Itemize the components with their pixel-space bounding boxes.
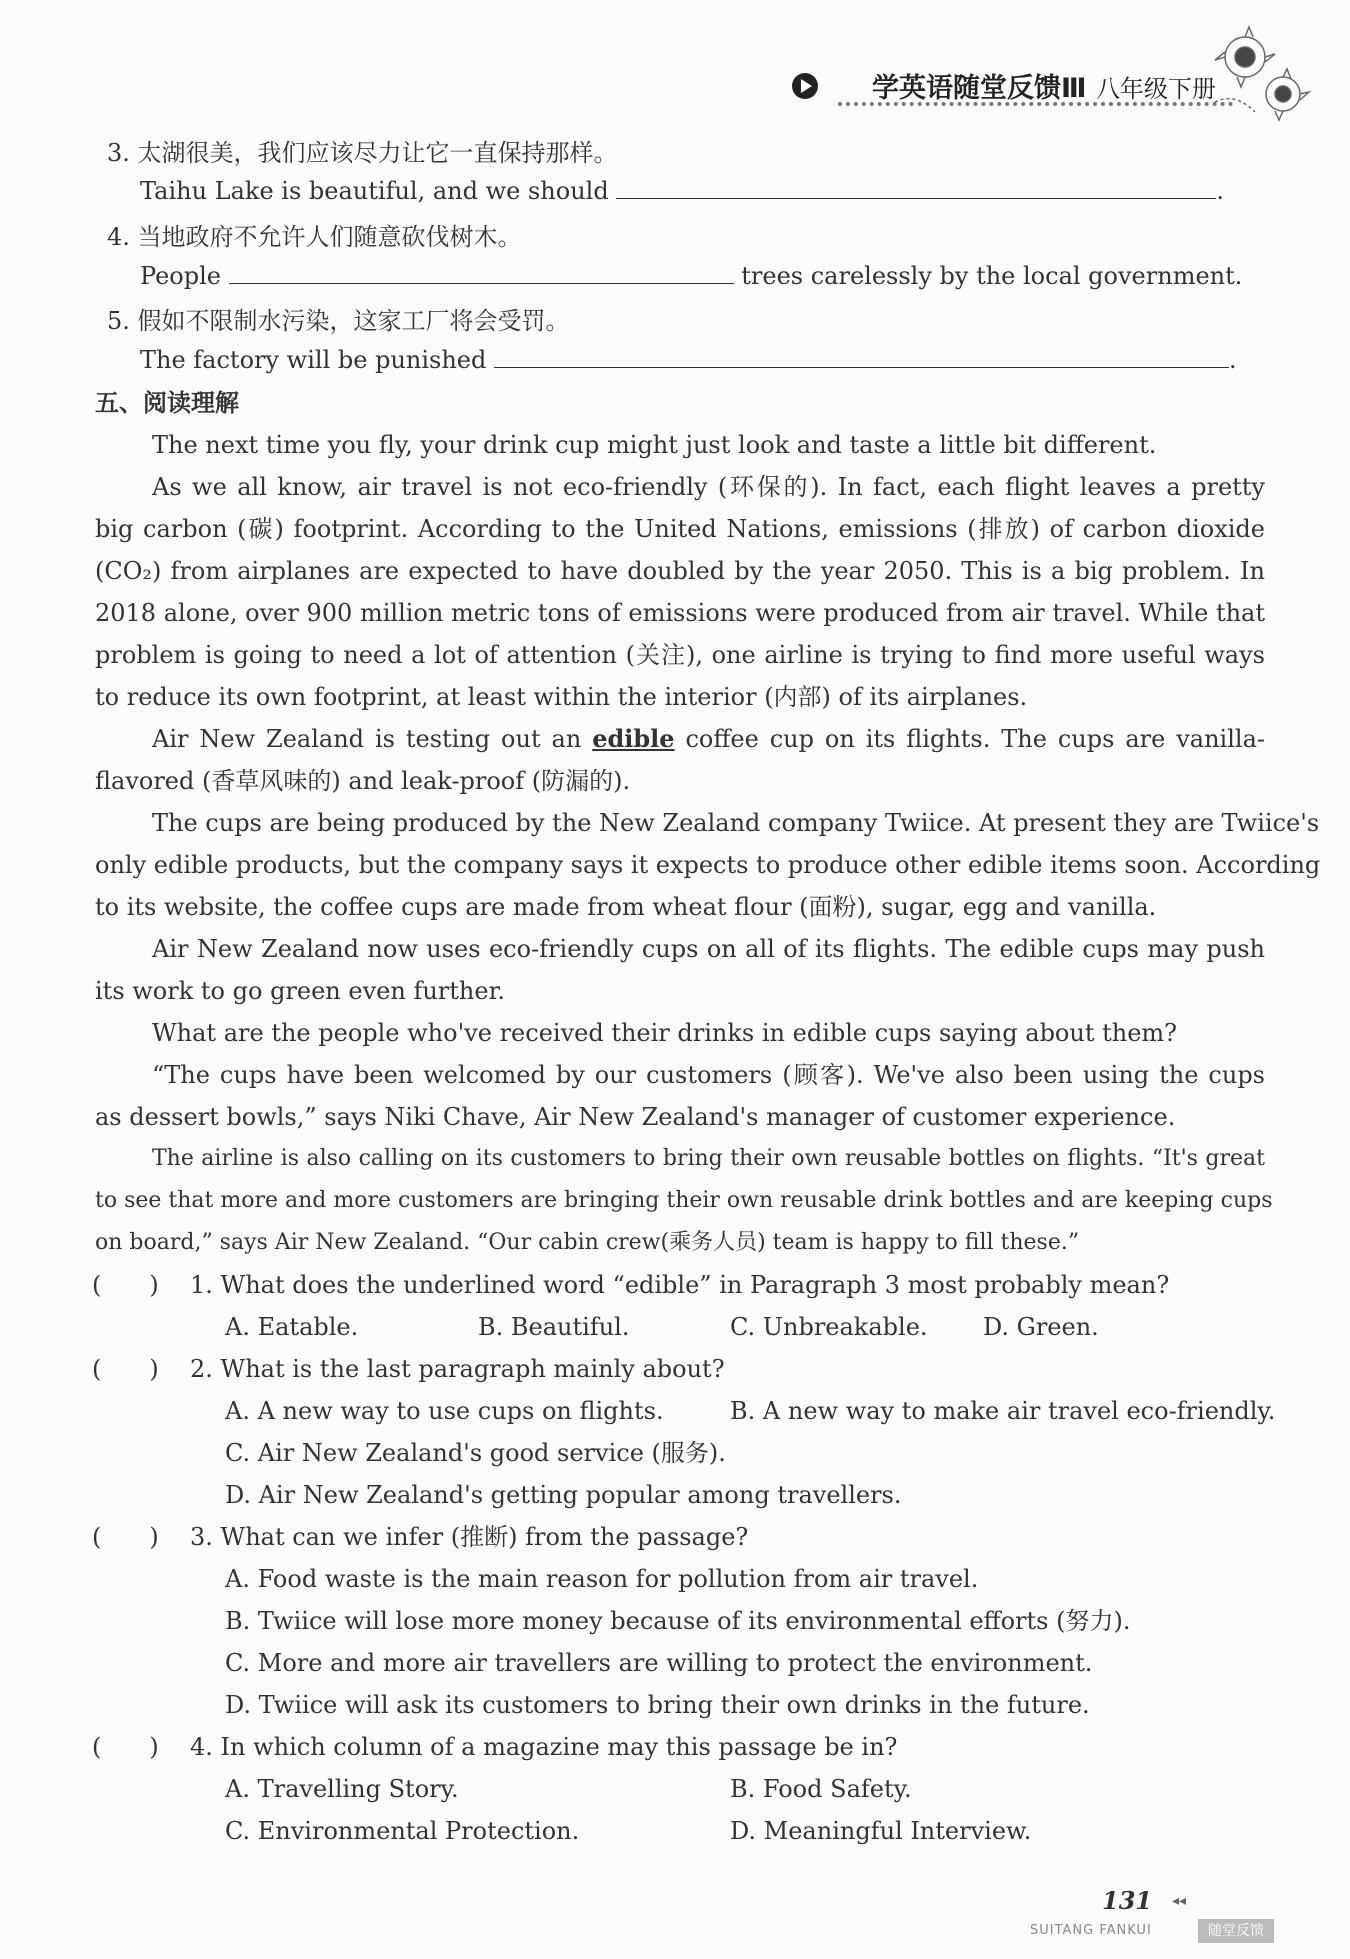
option[interactable]: A. A new way to use cups on flights. bbox=[225, 1397, 664, 1425]
passage-line: As we all know, air travel is not eco-friendly (环保的). In fact, each flight leaves a pretty bbox=[152, 473, 1265, 501]
passage-line: The next time you fly, your drink cup might just look and taste a little bit different. bbox=[152, 431, 1157, 459]
passage-line: to reduce its own footprint, at least within the interior (内部) of its airplanes. bbox=[95, 683, 1028, 711]
answer-paren[interactable]: ( ) bbox=[92, 1355, 159, 1383]
translation-4-english: People trees carelessly by the local government. bbox=[140, 262, 1243, 290]
answer-paren[interactable]: ( ) bbox=[92, 1271, 159, 1299]
option[interactable]: A. Eatable. bbox=[225, 1313, 359, 1341]
passage-line: its work to go green even further. bbox=[95, 977, 506, 1005]
question-stem: 2. What is the last paragraph mainly about? bbox=[190, 1355, 725, 1383]
option[interactable]: B. A new way to make air travel eco-friendly. bbox=[730, 1397, 1276, 1425]
sunflower-icon bbox=[1205, 22, 1315, 132]
passage-line: as dessert bowls,” says Niki Chave, Air New Zealand's manager of customer experience. bbox=[95, 1103, 1176, 1131]
option[interactable]: D. Air New Zealand's getting popular among travellers. bbox=[225, 1481, 902, 1509]
option[interactable]: B. Twiice will lose more money because of its environmental efforts (努力). bbox=[225, 1607, 1131, 1635]
passage-line: “The cups have been welcomed by our customers (顾客). We've also been using the cups bbox=[152, 1061, 1265, 1089]
answer-paren[interactable]: ( ) bbox=[92, 1523, 159, 1551]
passage-line: only edible products, but the company says it expects to produce other edible items soon. According bbox=[95, 851, 1321, 879]
translation-3-chinese: 3. 太湖很美，我们应该尽力让它一直保持那样。 bbox=[107, 139, 618, 167]
translation-5-english: The factory will be punished . bbox=[140, 346, 1237, 374]
option[interactable]: A. Food waste is the main reason for pollution from air travel. bbox=[225, 1565, 979, 1593]
arrow-left-icon: ◂◂ bbox=[1172, 1893, 1187, 1909]
passage-line: to see that more and more customers are bringing their own reusable drink bottles and are keeping cups bbox=[95, 1188, 1273, 1213]
passage-line: The cups are being produced by the New Zealand company Twiice. At present they are Twiice's bbox=[152, 809, 1320, 837]
passage-line: flavored (香草风味的) and leak-proof (防漏的). bbox=[95, 767, 631, 795]
footer-brand: SUITANG FANKUI bbox=[1030, 1923, 1152, 1938]
passage-line: 2018 alone, over 900 million metric tons of emissions were produced from air travel. While that bbox=[95, 599, 1265, 627]
option[interactable]: D. Twiice will ask its customers to bring their own drinks in the future. bbox=[225, 1691, 1090, 1719]
option[interactable]: D. Green. bbox=[983, 1313, 1099, 1341]
passage-line: Air New Zealand now uses eco-friendly cups on all of its flights. The edible cups may push bbox=[152, 935, 1265, 963]
option[interactable]: C. Air New Zealand's good service (服务). bbox=[225, 1439, 726, 1467]
header-title: 学英语随堂反馈Ⅲ 八年级下册 bbox=[872, 73, 1216, 104]
passage-line: What are the people who've received their drinks in edible cups saying about them? bbox=[152, 1019, 1178, 1047]
translation-5-chinese: 5. 假如不限制水污染，这家工厂将会受罚。 bbox=[107, 307, 570, 335]
passage-line: problem is going to need a lot of attention (关注), one airline is trying to find more useful ways bbox=[95, 641, 1265, 669]
option[interactable]: D. Meaningful Interview. bbox=[730, 1817, 1032, 1845]
question-stem: 3. What can we infer (推断) from the passage? bbox=[190, 1523, 749, 1551]
page-number: 131 bbox=[1102, 1886, 1153, 1915]
answer-blank[interactable] bbox=[616, 176, 1216, 199]
answer-paren[interactable]: ( ) bbox=[92, 1733, 159, 1761]
option[interactable]: B. Food Safety. bbox=[730, 1775, 912, 1803]
passage-line: to its website, the coffee cups are made from wheat flour (面粉), sugar, egg and vanilla. bbox=[95, 893, 1157, 921]
header-divider bbox=[838, 102, 1233, 106]
underlined-word: edible bbox=[592, 724, 675, 753]
passage-line: on board,” says Air New Zealand. “Our cabin crew(乘务人员) team is happy to fill these.” bbox=[95, 1230, 1080, 1255]
question-stem: 1. What does the underlined word “edible” in Paragraph 3 most probably mean? bbox=[190, 1271, 1170, 1299]
header-subtitle: 八年级下册 bbox=[1095, 75, 1216, 103]
passage-line: big carbon (碳) footprint. According to the United Nations, emissions (排放) of carbon dioxide bbox=[95, 515, 1265, 543]
option[interactable]: C. Unbreakable. bbox=[730, 1313, 928, 1341]
answer-blank[interactable] bbox=[494, 345, 1229, 368]
passage-line: The airline is also calling on its customers to bring their own reusable bottles on flights. “It's great bbox=[152, 1146, 1265, 1171]
section-title: 五、阅读理解 bbox=[95, 389, 239, 417]
translation-4-chinese: 4. 当地政府不允许人们随意砍伐树木。 bbox=[107, 223, 522, 251]
answer-blank[interactable] bbox=[229, 261, 734, 284]
passage-line-edible: Air New Zealand is testing out an edible coffee cup on its flights. The cups are vanilla- bbox=[152, 724, 1266, 753]
play-icon bbox=[792, 73, 818, 99]
footer-tag: 随堂反馈 bbox=[1198, 1919, 1274, 1943]
option[interactable]: A. Travelling Story. bbox=[225, 1775, 459, 1803]
question-stem: 4. In which column of a magazine may this passage be in? bbox=[190, 1733, 898, 1761]
option[interactable]: C. More and more air travellers are willing to protect the environment. bbox=[225, 1649, 1093, 1677]
option[interactable]: C. Environmental Protection. bbox=[225, 1817, 580, 1845]
option[interactable]: B. Beautiful. bbox=[478, 1313, 630, 1341]
passage-line: (CO₂) from airplanes are expected to have doubled by the year 2050. This is a big problem. In bbox=[95, 557, 1265, 585]
translation-3-english: Taihu Lake is beautiful, and we should . bbox=[140, 177, 1224, 205]
